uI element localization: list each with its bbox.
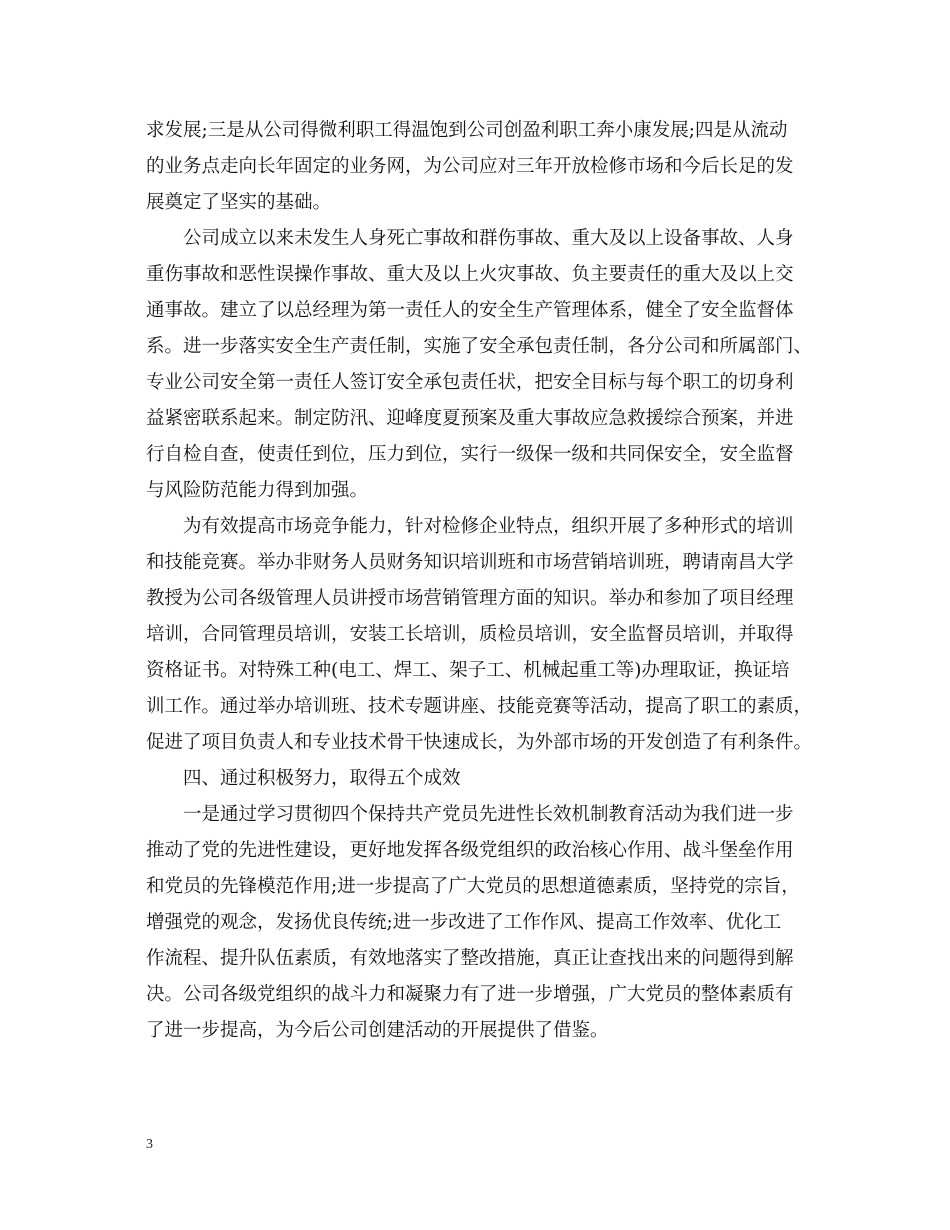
text-line: 促进了项目负责人和专业技术骨干快速成长，为外部市场的开发创造了有利条件。 — [146, 732, 813, 753]
text-line: 和技能竞赛。举办非财务人员财务知识培训班和市场营销培训班，聘请南昌大学 — [146, 552, 794, 573]
text-line: 展奠定了坚实的基础。 — [146, 192, 332, 213]
text-line: 作流程、提升队伍素质，有效地落实了整改措施，真正让查找出来的问题得到解 — [146, 948, 794, 969]
text-line: 与风险防范能力得到加强。 — [146, 480, 369, 501]
text-line: 和党员的先锋模范作用;进一步提高了广大党员的思想道德素质，坚持党的宗旨， — [146, 876, 800, 897]
text-line: 训工作。通过举办培训班、技术专题讲座、技能竞赛等活动，提高了职工的素质， — [146, 696, 813, 717]
text-line: 的业务点走向长年固定的业务网，为公司应对三年开放检修市场和今后长足的发 — [146, 156, 794, 177]
text-line: 专业公司安全第一责任人签订安全承包责任状，把安全目标与每个职工的切身利 — [146, 372, 794, 393]
heading-line: 四、通过积极努力，取得五个成效 — [183, 768, 461, 789]
text-line: 公司成立以来未发生人身死亡事故和群伤事故、重大及以上设备事故、人身 — [183, 228, 794, 249]
text-line: 为有效提高市场竞争能力，针对检修企业特点，组织开展了多种形式的培训 — [183, 516, 794, 537]
text-line: 培训，合同管理员培训，安装工长培训，质检员培训，安全监督员培训，并取得 — [146, 624, 794, 645]
paragraph-2 — [146, 221, 813, 509]
text-line: 求发展;三是从公司得微利职工得温饱到公司创盈利职工奔小康发展;四是从流动 — [146, 120, 788, 141]
text-line: 了进一步提高，为今后公司创建活动的开展提供了借鉴。 — [146, 1020, 609, 1041]
section-heading — [146, 761, 808, 797]
text-line: 益紧密联系起来。制定防汛、迎峰度夏预案及重大事故应急救援综合预案，并进 — [146, 408, 794, 429]
page-number: 3 — [146, 1137, 153, 1152]
text-line: 通事故。建立了以总经理为第一责任人的安全生产管理体系，健全了安全监督体 — [146, 300, 794, 321]
text-line: 系。进一步落实安全生产责任制，实施了安全承包责任制，各分公司和所属部门、 — [146, 336, 813, 357]
text-line: 一是通过学习贯彻四个保持共产党员先进性长效机制教育活动为我们进一步 — [183, 804, 794, 825]
document-body — [146, 113, 813, 1049]
text-line: 决。公司各级党组织的战斗力和凝聚力有了进一步增强，广大党员的整体素质有 — [146, 984, 794, 1005]
paragraph-5 — [146, 797, 808, 1049]
text-line: 教授为公司各级管理人员讲授市场营销管理方面的知识。举办和参加了项目经理 — [146, 588, 794, 609]
text-line: 增强党的观念，发扬优良传统;进一步改进了工作作风、提高工作效率、优化工 — [146, 912, 782, 933]
paragraph-1 — [146, 113, 808, 221]
text-line: 重伤事故和恶性误操作事故、重大及以上火灾事故、负主要责任的重大及以上交 — [146, 264, 794, 285]
paragraph-3 — [146, 509, 813, 761]
text-line: 资格证书。对特殊工种(电工、焊工、架子工、机械起重工等)办理取证，换证培 — [146, 660, 790, 681]
text-line: 推动了党的先进性建设，更好地发挥各级党组织的政治核心作用、战斗堡垒作用 — [146, 840, 794, 861]
text-line: 行自检自查，使责任到位，压力到位，实行一级保一级和共同保安全，安全监督 — [146, 444, 794, 465]
